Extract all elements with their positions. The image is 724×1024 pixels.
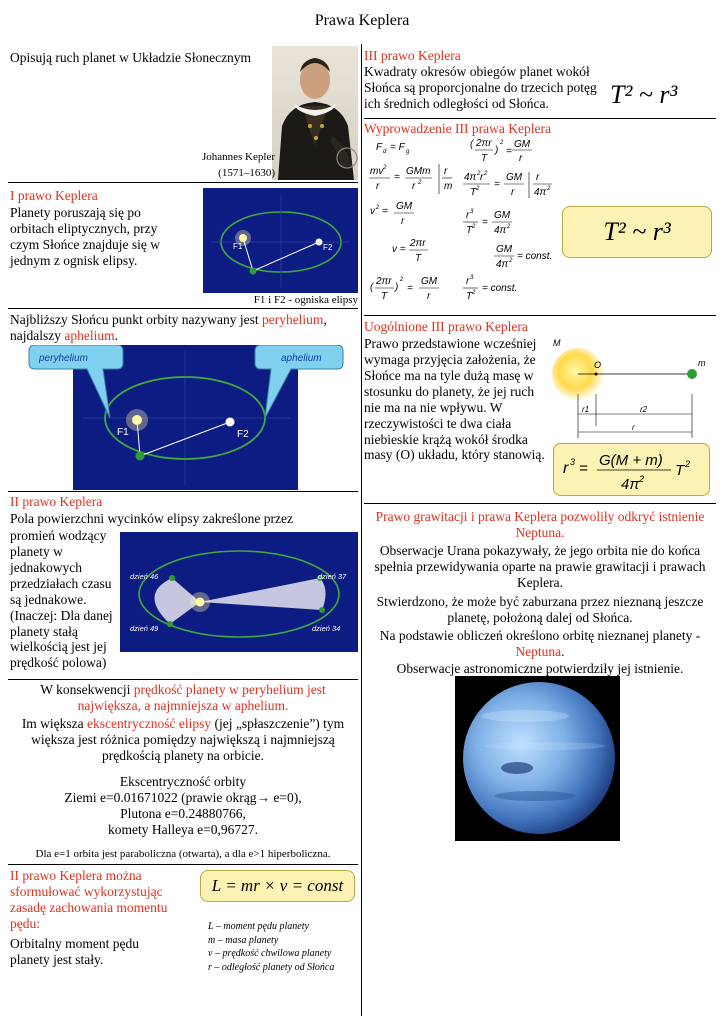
svg-text:2: 2 [400,277,404,283]
law2-heading: II prawo Keplera [10,494,103,509]
svg-text:GM: GM [514,139,531,150]
svg-text:r: r [444,166,448,177]
svg-text:2πr: 2πr [410,238,426,249]
ellipse-diagram-law1 [203,188,358,293]
svg-text:2: 2 [477,171,481,177]
portrait-caption-years: (1571–1630) [218,166,275,179]
svg-text:=: = [494,179,500,190]
svg-text:T: T [415,253,422,264]
eccentricity-list: Ekscentryczność orbity Ziemi e=0.01671022 (prawie okrąg→ e=0), Plutona e=0.24880766, komety Halleya e=0,96727. [64,774,302,837]
svg-text:2: 2 [376,205,380,211]
m-label: m [698,358,706,368]
svg-text:2πr: 2πr [376,276,392,287]
svg-text:=: = [579,460,588,477]
parabola-note: Dla e=1 orbita jest paraboliczna (otwarta), a dla e>1 hiperboliczna. [35,848,331,860]
generalized-heading: Uogólnione III prawo Keplera [364,319,528,334]
law1-text: Planety poruszają się po orbitach eliptycznych, przy czym Słońce znajduje się w jednym z ognisk elipsy. [10,205,160,268]
perihelium-label: peryhelium [39,353,88,364]
divider [8,308,358,309]
svg-text:F: F [376,142,383,153]
eccentricity-text: Im większa ekscentryczność elipsy (jej „spłaszczenie”) tym większa jest różnica pomiędzy największą i najmniejszą prędkością planety na orbicie. [21,716,345,763]
svg-text:GM: GM [494,210,511,221]
divider [8,182,358,183]
r1-label: r1 [582,405,590,414]
derivation-heading: Wyprowadzenie III prawa Keplera [364,121,551,136]
neptune-paragraph-3: Na podstawie obliczeń określono orbitę nieznanej planety - Neptuna. [379,628,701,659]
divider [364,118,716,119]
svg-text:T: T [470,187,477,198]
svg-text:GM: GM [396,201,413,212]
consequence-text: W konsekwencji prędkość planety w peryhelium jest największa, a najmniejsza w aphelium. [40,682,326,713]
intro-text: Opisują ruch planet w Układzie Słonecznym [10,50,252,65]
svg-text:mv: mv [370,166,384,177]
svg-text:2: 2 [476,186,480,192]
svg-text:2: 2 [484,171,488,177]
svg-text:2: 2 [472,224,476,230]
svg-text:r: r [519,153,523,164]
law3-heading: III prawo Keplera [364,48,461,63]
neptune-paragraph-4: Obserwacje astronomiczne potwierdziły jej istnienie. [396,661,684,676]
svg-text:m: m [444,181,453,192]
svg-text:4π: 4π [621,476,640,493]
derivation-equations [366,138,561,310]
svg-text:2: 2 [500,140,504,146]
svg-text:GMm: GMm [406,166,431,177]
svg-text:2: 2 [418,180,422,186]
svg-text:=: = [407,283,413,294]
law2b-text: Orbitalny moment pędu planety jest stały. [10,936,139,967]
svg-text:g: g [406,149,410,155]
svg-text:= const.: = const. [482,283,518,294]
law2b-heading: II prawo Keplera można sformułować wykorzystując zasadę zachowania momentu pędu: [10,868,168,931]
svg-text:r: r [412,181,416,192]
svg-text:4π: 4π [464,172,477,183]
f2-label: F2 [323,243,333,252]
r2-label: r2 [640,405,648,414]
neptune-heading: Prawo grawitacji i prawa Keplera pozwoliły odkryć istnienie Neptuna. [375,509,705,540]
f1-label: F1 [117,427,129,438]
divider [364,503,716,504]
portrait-caption-name: Johannes Kepler [201,151,275,163]
O-label: O [594,360,602,370]
svg-text:2: 2 [472,290,476,296]
formula-legend: L – moment pędu planety m – masa planety v – prędkość chwilowa planety r – odległość planety od Słońca [208,921,335,973]
svg-text:GM: GM [421,276,438,287]
svg-text:=: = [382,206,388,217]
law3-formula: T² ~ r³ [610,80,678,109]
M-label: M [553,338,561,348]
svg-text:3: 3 [470,275,474,281]
svg-text:): ) [495,145,499,156]
svg-text:=: = [394,172,400,183]
svg-text:2: 2 [639,474,645,484]
svg-text:): ) [395,282,399,293]
svg-text:T: T [675,462,685,479]
page-title: Prawa Keplera [314,12,410,29]
divider [8,679,358,680]
svg-text:2: 2 [507,224,511,230]
svg-text:r: r [563,460,569,477]
svg-text:2: 2 [547,186,551,192]
day-34-label: dzień 34 [312,624,341,633]
svg-text:4π: 4π [496,259,509,270]
divider [364,315,716,316]
svg-text:2πr: 2πr [476,138,492,149]
center-of-mass-diagram [552,334,716,440]
svg-text:r: r [511,187,515,198]
svg-text:2: 2 [685,459,691,469]
svg-text:r: r [401,216,405,227]
svg-text:v =: v = [392,244,406,255]
law3-text: Kwadraty okresów obiegów planet wokół Słońca są proporcjonalne do trzecich potęg ich średnich odległości od Słońca. [364,64,597,111]
r-label: r [632,423,635,432]
svg-text:r: r [536,172,540,183]
svg-text:= const.: = const. [517,251,553,262]
svg-text:=: = [506,146,512,157]
equal-areas-diagram [120,532,358,652]
perihelium-text: Najbliższy Słońcu punkt orbity nazywany jest peryhelium, najdalszy aphelium. [10,312,327,343]
neptune-paragraph-2: Stwierdzono, że może być zaburzana przez nieznaną jeszcze planetę, położoną dalej od Słońca. [376,594,704,625]
svg-text:r: r [376,181,380,192]
svg-text:v: v [370,206,375,217]
svg-text:3: 3 [570,457,576,467]
svg-text:r: r [427,291,431,302]
f1-label: F1 [233,242,243,251]
svg-text:=: = [482,217,488,228]
svg-text:GM: GM [506,172,523,183]
svg-text:r: r [480,172,484,183]
svg-text:T: T [466,291,473,302]
perihelium-aphelium-diagram [25,345,345,490]
day-49-label: dzień 49 [130,624,159,633]
svg-text:4π: 4π [494,225,507,236]
svg-text:T: T [481,153,488,164]
angular-momentum-formula: L = mr × v = const [200,870,355,902]
derivation-result-box: T² ~ r³ [562,206,712,258]
svg-text:4π: 4π [534,187,547,198]
law1-caption: F1 i F2 - ogniska elipsy [253,294,358,306]
divider [8,491,358,492]
divider [8,864,358,865]
law2-text-first: Pola powierzchni wycinków elipsy zakreślone przez [10,511,294,526]
aphelium-label: aphelium [281,353,322,364]
law2-text-rest: promień wodzący planety w jednakowych przedziałach czasu są jednakowe. (Inaczej: Dla danej planety stałą wielkością jest jej prędkość polowa) [10,528,113,671]
generalized-text: Prawo przedstawione wcześniej wymaga przyjęcia założenia, że Słońce ma na tyle dużą masę w stosunku do planety, że jej ruch nie ma na nie wpływu. W rzeczywistości te dwa ciała niebieskie krążą wokół środka masy (O) układu, który stanowią. [364,336,545,463]
svg-text:2: 2 [509,258,513,264]
svg-text:T: T [381,291,388,302]
law1-heading: I prawo Keplera [10,188,98,203]
svg-text:2: 2 [383,165,387,171]
svg-text:3: 3 [470,209,474,215]
column-divider [361,44,362,1016]
svg-text:r: r [466,276,470,287]
svg-text:r: r [466,210,470,221]
svg-text:= F: = F [390,142,405,153]
generalized-formula-box [553,443,710,496]
svg-text:d: d [383,149,387,155]
svg-text:(: ( [370,282,374,293]
neptune-paragraph-1: Obserwacje Urana pokazywały, że jego orbita nie do końca spełnia przewidywania oparte na prawie grawitacji i prawach Keplera. [374,543,706,590]
kepler-portrait [272,46,358,180]
day-46-label: dzień 46 [130,572,159,581]
svg-text:(: ( [470,139,474,150]
svg-text:GM: GM [496,244,513,255]
f2-label: F2 [237,429,249,440]
day-37-label: dzień 37 [318,572,347,581]
svg-text:T: T [466,225,473,236]
svg-text:G(M + m): G(M + m) [599,452,663,469]
neptune-image [455,676,620,841]
